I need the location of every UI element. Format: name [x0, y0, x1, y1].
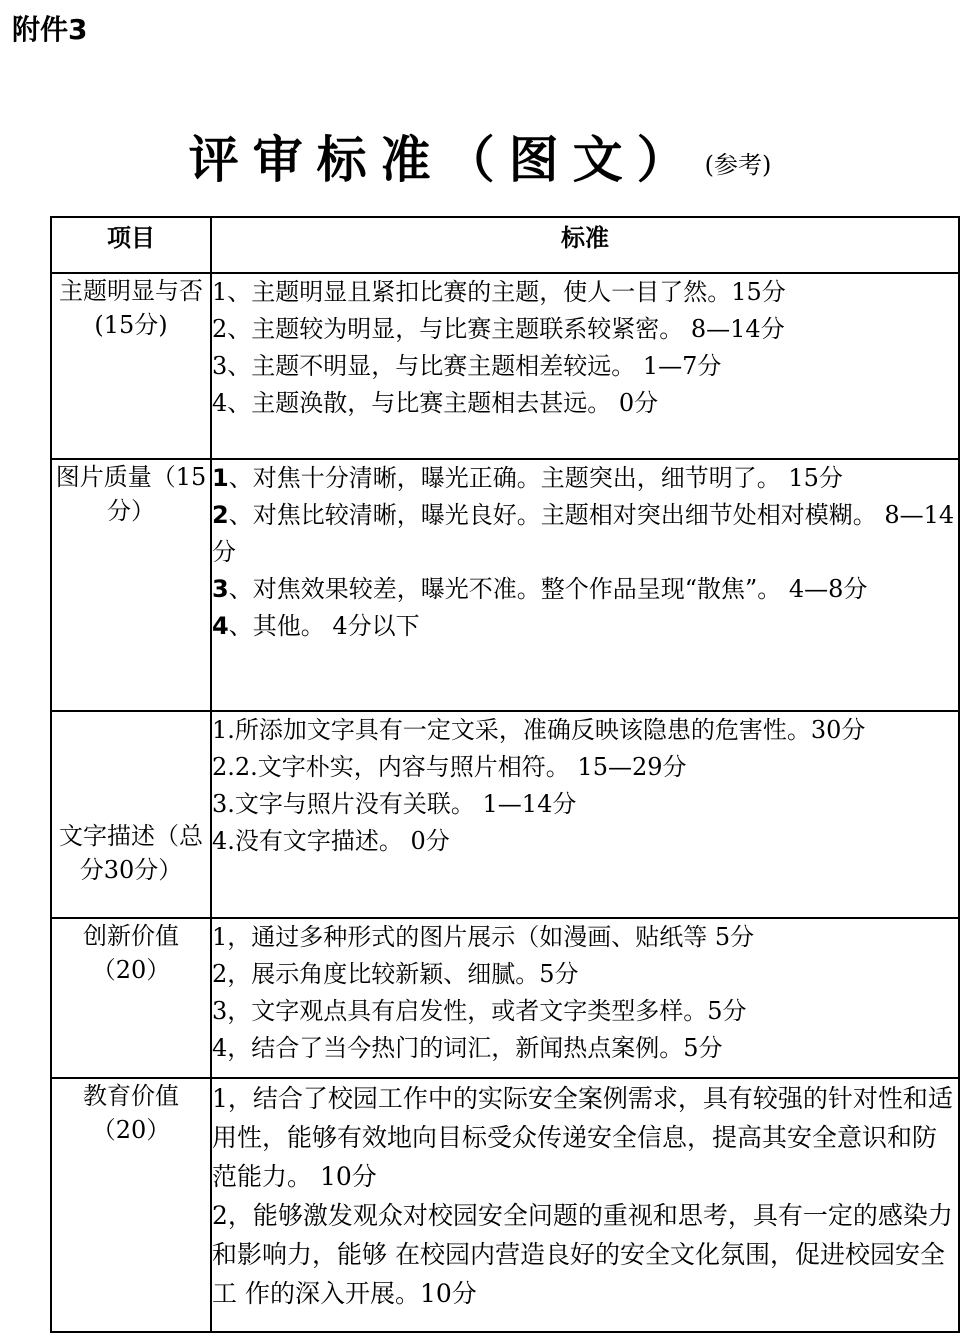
- row-item-text-description: 文字描述（总分30分）: [51, 711, 211, 918]
- row-item-education: 教育价值（20）: [51, 1078, 211, 1332]
- table-row: [51, 1078, 959, 1332]
- line-number: 2: [212, 501, 229, 529]
- line-text: 、对焦比较清晰，曝光良好。主题相对突出细节处相对模糊。 8—14分: [212, 501, 955, 566]
- criteria-table: [50, 216, 960, 1333]
- document-title: 评审标准（图文）: [188, 131, 701, 189]
- standard-line: 1，通过多种形式的图片展示（如漫画、贴纸等 5分: [212, 923, 755, 951]
- standard-paragraph: 1，结合了校园工作中的实际安全案例需求，具有较强的针对性和适用性，能够有效地向目标受众传递安全信息，提高其安全意识和防范能力。 10分: [212, 1084, 953, 1191]
- standard-line: 4，结合了当今热门的词汇，新闻热点案例。5分: [212, 1034, 723, 1062]
- line-text: 、对焦十分清晰，曝光正确。主题突出，细节明了。 15分: [228, 464, 843, 492]
- line-text: 、对焦效果较差，曝光不准。整个作品呈现“散焦”。 4—8分: [228, 575, 868, 603]
- row-item-image-quality: 图片质量（15分）: [51, 459, 211, 711]
- standard-line: [212, 460, 958, 497]
- standard-line: 2、主题较为明显，与比赛主题联系较紧密。 8—14分: [212, 315, 785, 343]
- table-row: [51, 273, 959, 459]
- row-item-theme: 主题明显与否(15分): [51, 273, 211, 459]
- row-standard-education: [211, 1078, 959, 1332]
- table-row: [51, 918, 959, 1078]
- document-title-block: [0, 128, 960, 192]
- row-standard-text-description: [211, 711, 959, 918]
- standard-line: 4、主题涣散，与比赛主题相去甚远。 0分: [212, 389, 659, 417]
- line-text: 、其他。 4分以下: [228, 612, 420, 640]
- standard-paragraph: 2，能够激发观众对校园安全问题的重视和思考，具有一定的感染力和影响力，能够 在校园内营造良好的安全文化氛围，促进校园安全工 作的深入开展。10分: [212, 1201, 953, 1308]
- standard-line: 3.文字与照片没有关联。 1—14分: [212, 790, 577, 818]
- table-header-row: [51, 217, 959, 273]
- standard-line: 4.没有文字描述。 0分: [212, 827, 450, 855]
- document-subtitle: (参考): [704, 151, 772, 179]
- header-standard: 标准: [211, 217, 959, 273]
- standard-line: 2.2.文字朴实，内容与照片相符。 15—29分: [212, 753, 687, 781]
- standard-line: [212, 608, 958, 645]
- row-standard-theme: [211, 273, 959, 459]
- standard-line: 1.所添加文字具有一定文采，准确反映该隐患的危害性。30分: [212, 716, 866, 744]
- standard-line: 1、主题明显且紧扣比赛的主题，使人一目了然。15分: [212, 278, 786, 306]
- line-number: 1: [212, 464, 229, 492]
- attachment-label: 附件3: [12, 13, 88, 46]
- standard-line: 3、主题不明显，与比赛主题相差较远。 1—7分: [212, 352, 722, 380]
- standard-line: 3，文字观点具有启发性，或者文字类型多样。5分: [212, 997, 747, 1025]
- row-standard-image-quality: [211, 459, 959, 711]
- line-number: 3: [212, 575, 229, 603]
- row-item-innovation: 创新价值（20）: [51, 918, 211, 1078]
- standard-line: [212, 497, 958, 571]
- line-number: 4: [212, 612, 229, 640]
- standard-line: 2，展示角度比较新颖、细腻。5分: [212, 960, 579, 988]
- header-item: 项目: [51, 217, 211, 273]
- row-standard-innovation: [211, 918, 959, 1078]
- standard-line: [212, 571, 958, 608]
- table-row: [51, 459, 959, 711]
- table-row: [51, 711, 959, 918]
